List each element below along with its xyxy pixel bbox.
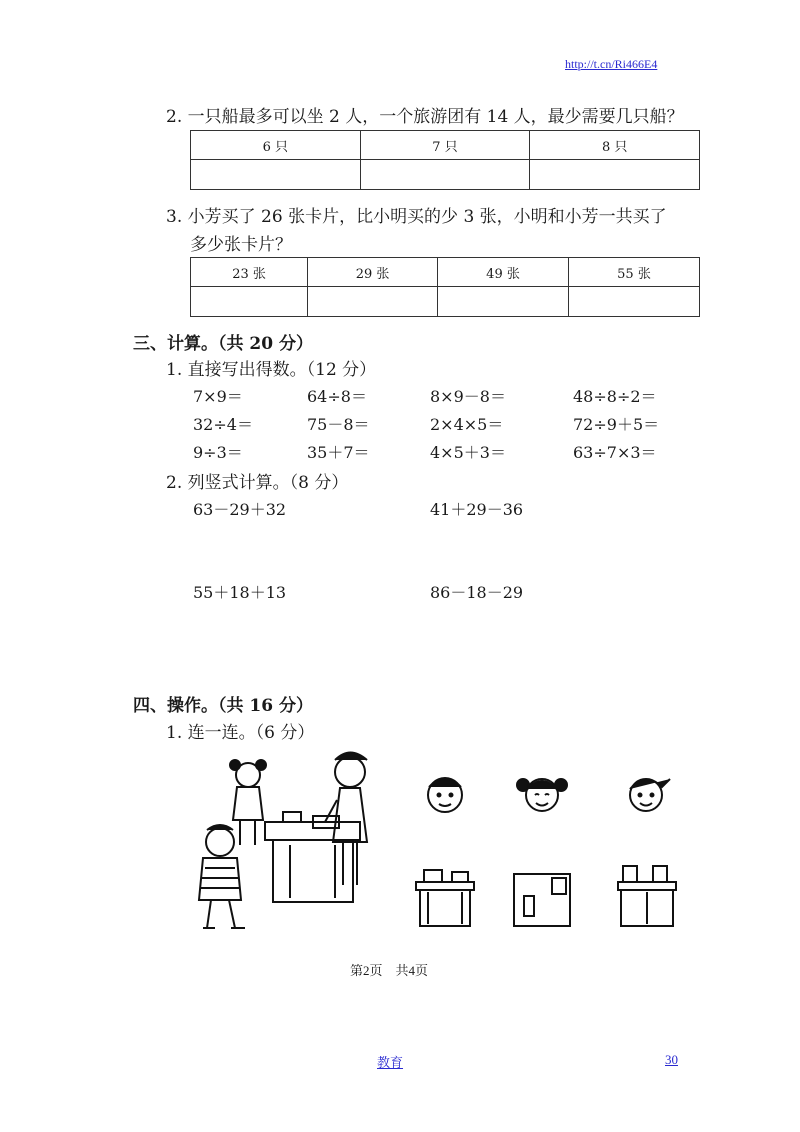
vertical-calc-item: 55＋18＋13 (193, 583, 287, 602)
q3-option-d: 55 张 (569, 258, 700, 287)
q3-option-c: 49 张 (438, 258, 569, 287)
children-table-scene-illustration (185, 750, 390, 940)
vertical-calc-item: 41＋29－36 (430, 500, 524, 519)
table-side-view-icon[interactable] (615, 862, 680, 930)
q3-answer-cell-a[interactable] (191, 287, 308, 317)
ponytail-girl-face-icon[interactable] (620, 765, 675, 820)
question-3-line-2: 多少张卡片？ (190, 235, 292, 255)
page-number-footer: 第2页 共4页 (350, 963, 429, 978)
q2-option-b: 7 只 (360, 131, 530, 160)
calc-item: 48÷8÷2＝ (573, 387, 657, 406)
boy-face-icon[interactable] (420, 765, 470, 820)
question-3-options-table (190, 257, 700, 317)
vertical-calc-item: 86－18－29 (430, 583, 524, 602)
q2-option-a: 6 只 (191, 131, 361, 160)
q3-option-b: 29 张 (308, 258, 438, 287)
calc-item: 7×9＝ (193, 387, 243, 406)
header-url-link[interactable]: http://t.cn/Ri466E4 (565, 57, 658, 71)
q3-answer-cell-b[interactable] (308, 287, 438, 317)
pigtail-girl-face-icon[interactable] (515, 765, 570, 820)
calc-item: 72÷9＋5＝ (573, 415, 660, 434)
calc-item: 4×5＋3＝ (430, 443, 506, 462)
q3-answer-cell-c[interactable] (438, 287, 569, 317)
calc-item: 35＋7＝ (307, 443, 370, 462)
calc-item: 9÷3＝ (193, 443, 243, 462)
calc-item: 8×9－8＝ (430, 387, 506, 406)
bottom-education-link[interactable]: 教育 (377, 1055, 404, 1070)
q3-answer-cell-d[interactable] (569, 287, 700, 317)
q2-answer-cell-c[interactable] (530, 160, 700, 190)
calc-item: 63÷7×3＝ (573, 443, 657, 462)
q2-answer-cell-a[interactable] (191, 160, 361, 190)
section-4-title: 四、操作。（共 16 分） (133, 696, 313, 716)
question-2-options-table (190, 130, 700, 190)
q3-option-a: 23 张 (191, 258, 308, 287)
question-3-line-1: 3. 小芳买了 26 张卡片，比小明买的少 3 张，小明和小芳一共买了 (166, 207, 667, 227)
q2-option-c: 8 只 (530, 131, 700, 160)
calc-item: 32÷4＝ (193, 415, 253, 434)
section-3-sub-1: 1. 直接写出得数。（12 分） (166, 360, 377, 380)
calc-item: 2×4×5＝ (430, 415, 504, 434)
section-3-sub-2: 2. 列竖式计算。（8 分） (166, 473, 349, 493)
vertical-calc-item: 63－29＋32 (193, 500, 287, 519)
section-3-title: 三、计算。（共 20 分） (133, 334, 313, 354)
bottom-page-number-link[interactable]: 30 (665, 1052, 678, 1067)
q2-answer-cell-b[interactable] (360, 160, 530, 190)
table-top-view-icon[interactable] (512, 872, 574, 930)
table-front-view-icon[interactable] (412, 868, 477, 930)
section-4-sub-1: 1. 连一连。（6 分） (166, 723, 315, 743)
question-2-text: 2. 一只船最多可以坐 2 人，一个旅游团有 14 人，最少需要几只船？ (166, 107, 684, 127)
calc-item: 75－8＝ (307, 415, 370, 434)
calc-item: 64÷8＝ (307, 387, 367, 406)
